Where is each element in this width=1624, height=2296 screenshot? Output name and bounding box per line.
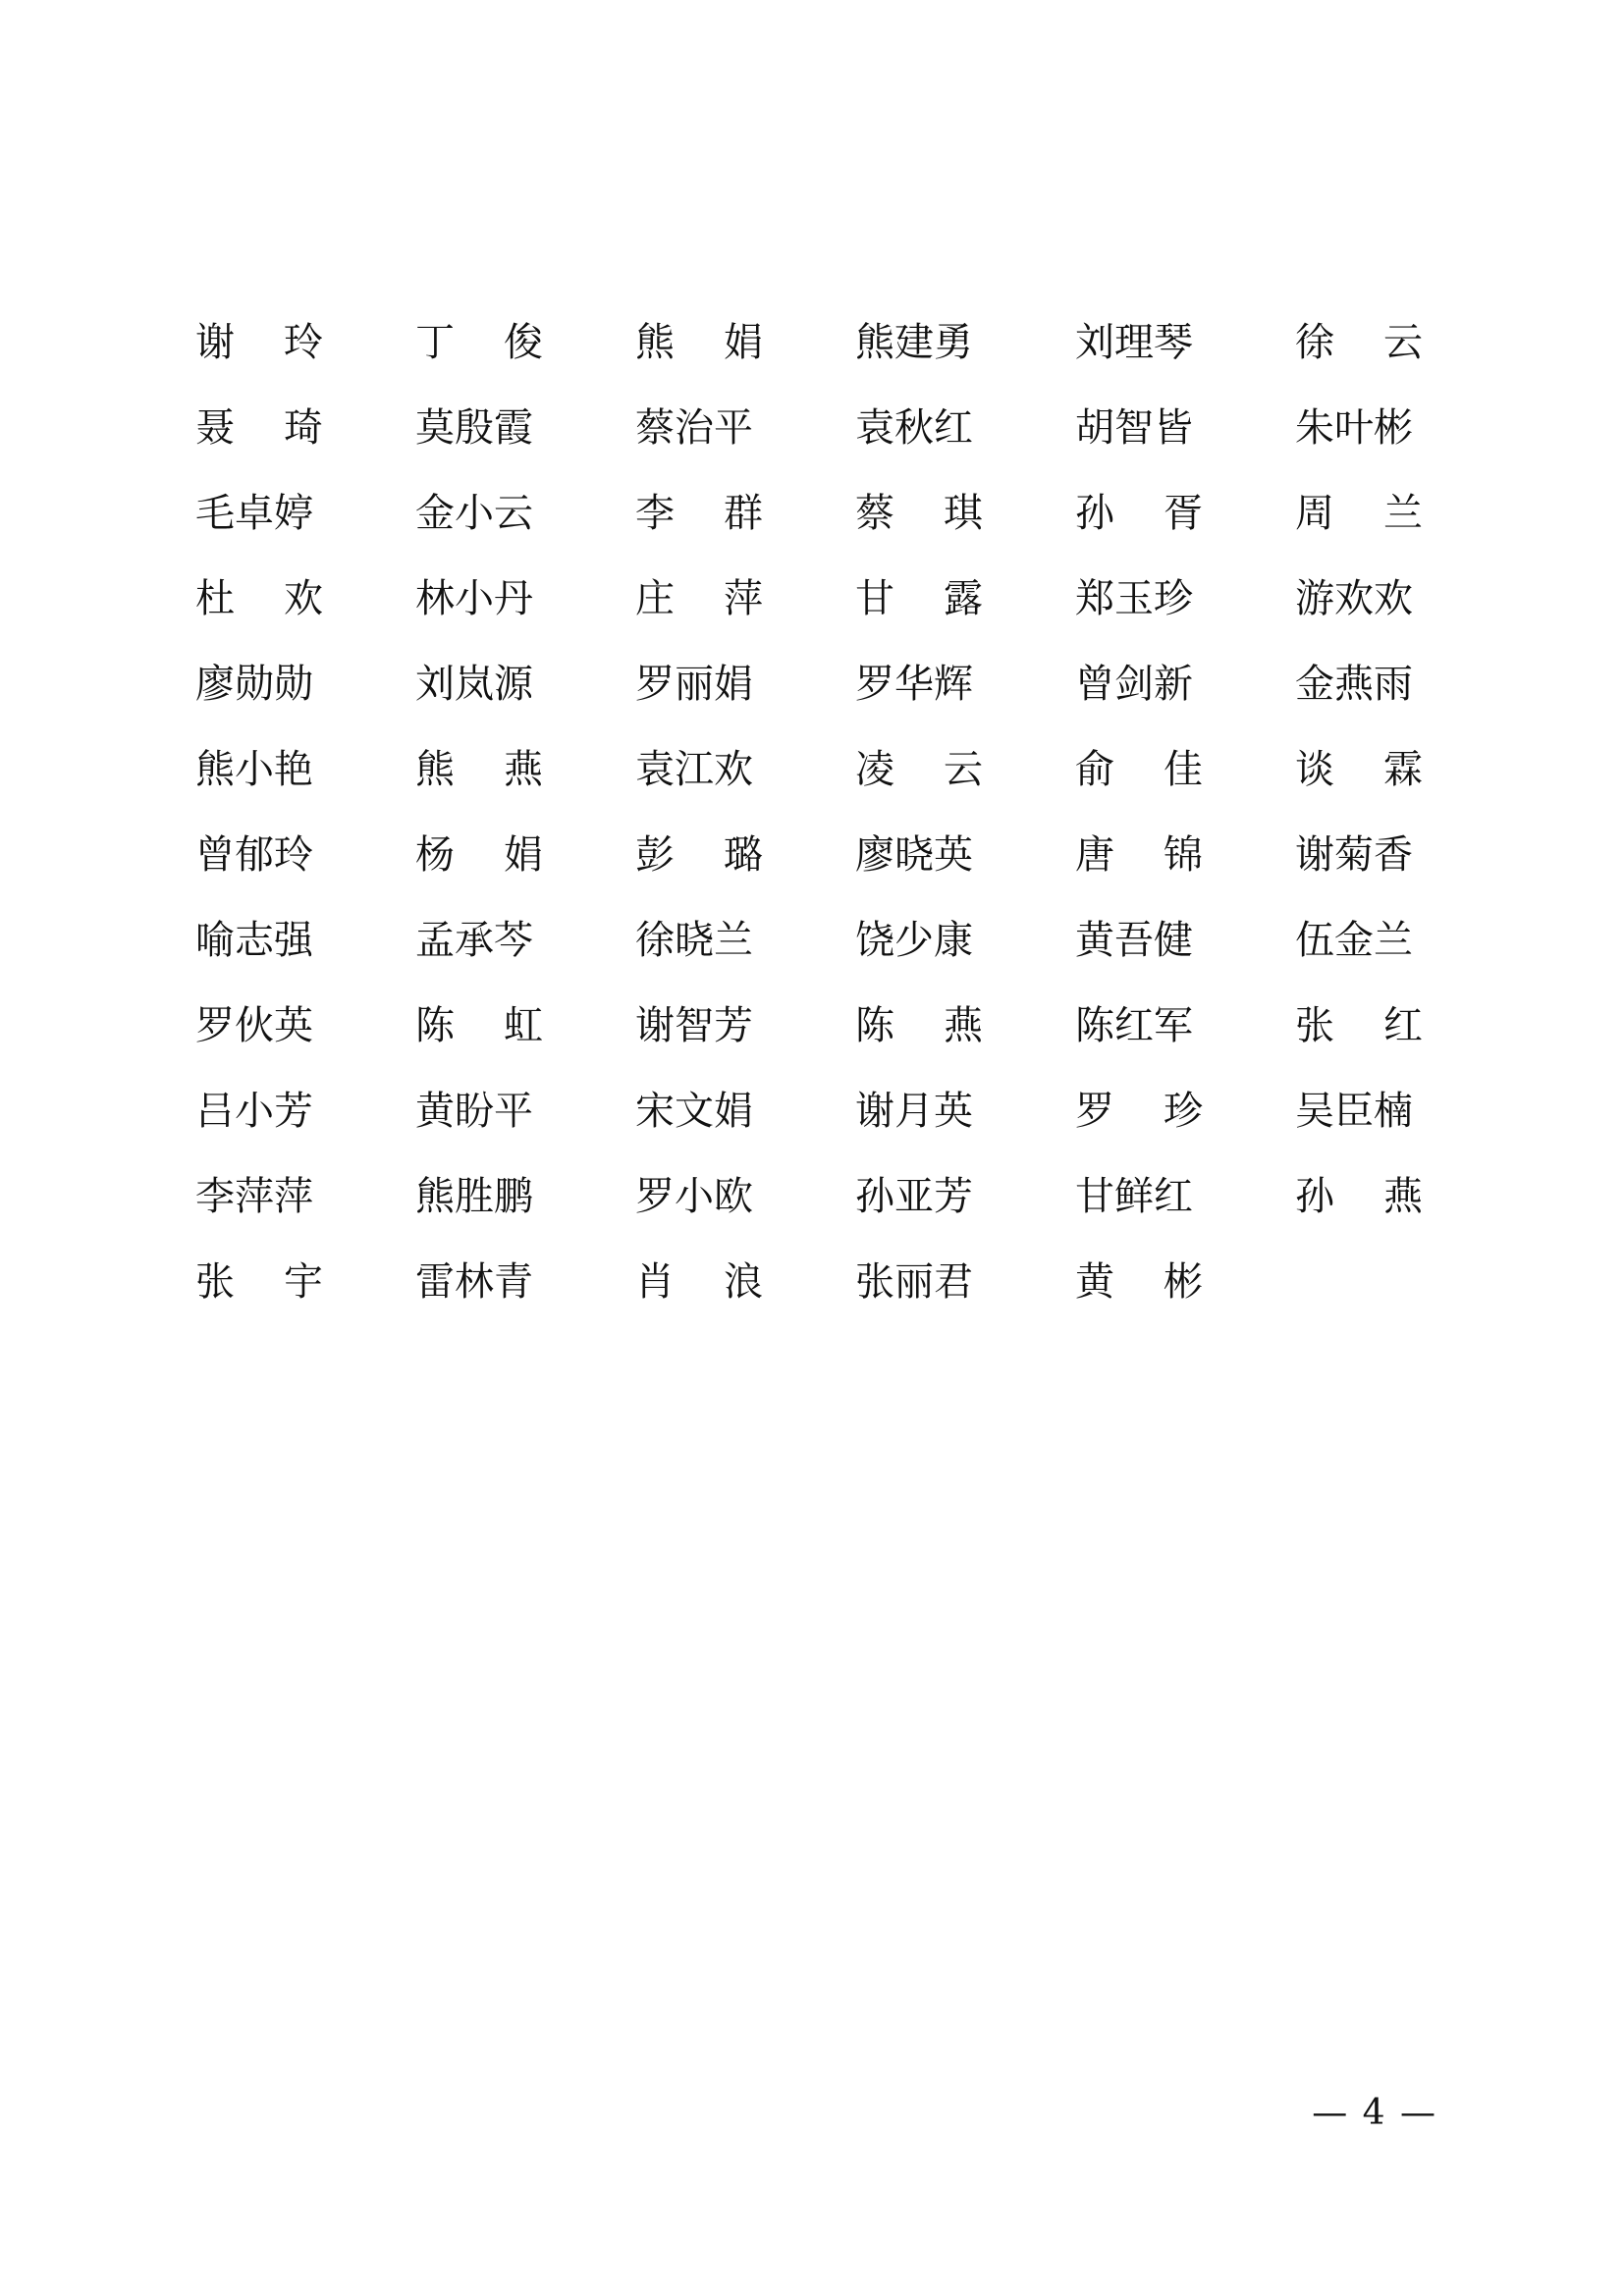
name-entry: 金 燕 雨 — [1295, 661, 1413, 707]
name-entry: 凌 云 — [855, 746, 983, 792]
name-entry: 罗 伙 英 — [195, 1002, 313, 1048]
name-entry: 廖 晓 英 — [855, 831, 973, 878]
name-entry: 雷 林 青 — [415, 1258, 533, 1305]
name-entry: 蔡 治 平 — [635, 404, 753, 451]
name-entry: 张 红 — [1295, 1002, 1423, 1048]
name-entry: 谢 月 英 — [855, 1088, 973, 1134]
name-entry: 陈 燕 — [855, 1002, 983, 1048]
name-entry: 谢 菊 香 — [1295, 831, 1413, 878]
name-entry: 曾 剑 新 — [1075, 661, 1193, 707]
name-entry: 俞 佳 — [1075, 746, 1203, 792]
name-entry: 谢 玲 — [195, 319, 323, 365]
name-entry: 胡 智 皆 — [1075, 404, 1193, 451]
name-entry: 宋 文 娟 — [635, 1088, 753, 1134]
name-entry: 熊 小 艳 — [195, 746, 313, 792]
name-entry: 吕 小 芳 — [195, 1088, 313, 1134]
name-entry: 周 兰 — [1295, 490, 1423, 536]
name-entry: 游 欢 欢 — [1295, 575, 1413, 621]
name-entry: 杜 欢 — [195, 575, 323, 621]
name-entry: 谈 霖 — [1295, 746, 1423, 792]
name-entry: 黄 吾 健 — [1075, 917, 1193, 963]
name-entry: 杨 娟 — [415, 831, 543, 878]
name-entry: 黄 彬 — [1075, 1258, 1203, 1305]
name-entry: 毛 卓 婷 — [195, 490, 313, 536]
name-entry: 熊 娟 — [635, 319, 763, 365]
name-entry: 孙 胥 — [1075, 490, 1203, 536]
name-entry: 金 小 云 — [415, 490, 533, 536]
name-entry: 彭 璐 — [635, 831, 763, 878]
name-entry: 张 宇 — [195, 1258, 323, 1305]
name-entry: 孙 燕 — [1295, 1173, 1423, 1219]
name-entry: 徐 云 — [1295, 319, 1423, 365]
name-entry: 聂 琦 — [195, 404, 323, 451]
name-entry: 喻 志 强 — [195, 917, 313, 963]
name-entry: 袁 江 欢 — [635, 746, 753, 792]
name-list-grid — [195, 299, 1433, 1324]
name-entry: 林 小 丹 — [415, 575, 533, 621]
name-entry: 熊 胜 鹏 — [415, 1173, 533, 1219]
name-entry: 丁 俊 — [415, 319, 543, 365]
name-entry: 郑 玉 珍 — [1075, 575, 1193, 621]
name-entry: 罗 华 辉 — [855, 661, 973, 707]
name-entry: 甘 露 — [855, 575, 983, 621]
name-entry: 黄 盼 平 — [415, 1088, 533, 1134]
name-entry: 罗 珍 — [1075, 1088, 1203, 1134]
name-entry: 李 群 — [635, 490, 763, 536]
name-entry: 罗 小 欧 — [635, 1173, 753, 1219]
name-entry: 刘 理 琴 — [1075, 319, 1193, 365]
name-entry: 饶 少 康 — [855, 917, 973, 963]
name-entry: 徐 晓 兰 — [635, 917, 753, 963]
name-entry: 唐 锦 — [1075, 831, 1203, 878]
name-entry: 肖 浪 — [635, 1258, 763, 1305]
name-entry: 孙 亚 芳 — [855, 1173, 973, 1219]
name-entry: 朱 叶 彬 — [1295, 404, 1413, 451]
name-entry: 熊 燕 — [415, 746, 543, 792]
name-entry: 罗 丽 娟 — [635, 661, 753, 707]
name-entry: 曾 郁 玲 — [195, 831, 313, 878]
name-entry: 莫 殷 霞 — [415, 404, 533, 451]
name-entry: 张 丽 君 — [855, 1258, 973, 1305]
name-entry: 甘 鲜 红 — [1075, 1173, 1193, 1219]
name-entry: 伍 金 兰 — [1295, 917, 1413, 963]
name-entry: 刘 岚 源 — [415, 661, 533, 707]
name-entry: 庄 萍 — [635, 575, 763, 621]
name-entry: 李 萍 萍 — [195, 1173, 313, 1219]
name-entry: 吴 臣 楠 — [1295, 1088, 1413, 1134]
name-entry: 谢 智 芳 — [635, 1002, 753, 1048]
page-number: — 4 — — [1312, 2093, 1437, 2133]
name-entry: 袁 秋 红 — [855, 404, 973, 451]
name-entry: 陈 红 军 — [1075, 1002, 1193, 1048]
name-entry: 陈 虹 — [415, 1002, 543, 1048]
name-entry: 熊 建 勇 — [855, 319, 973, 365]
name-entry: 廖 勋 勋 — [195, 661, 313, 707]
name-entry: 孟 承 芩 — [415, 917, 533, 963]
name-entry: 蔡 琪 — [855, 490, 983, 536]
